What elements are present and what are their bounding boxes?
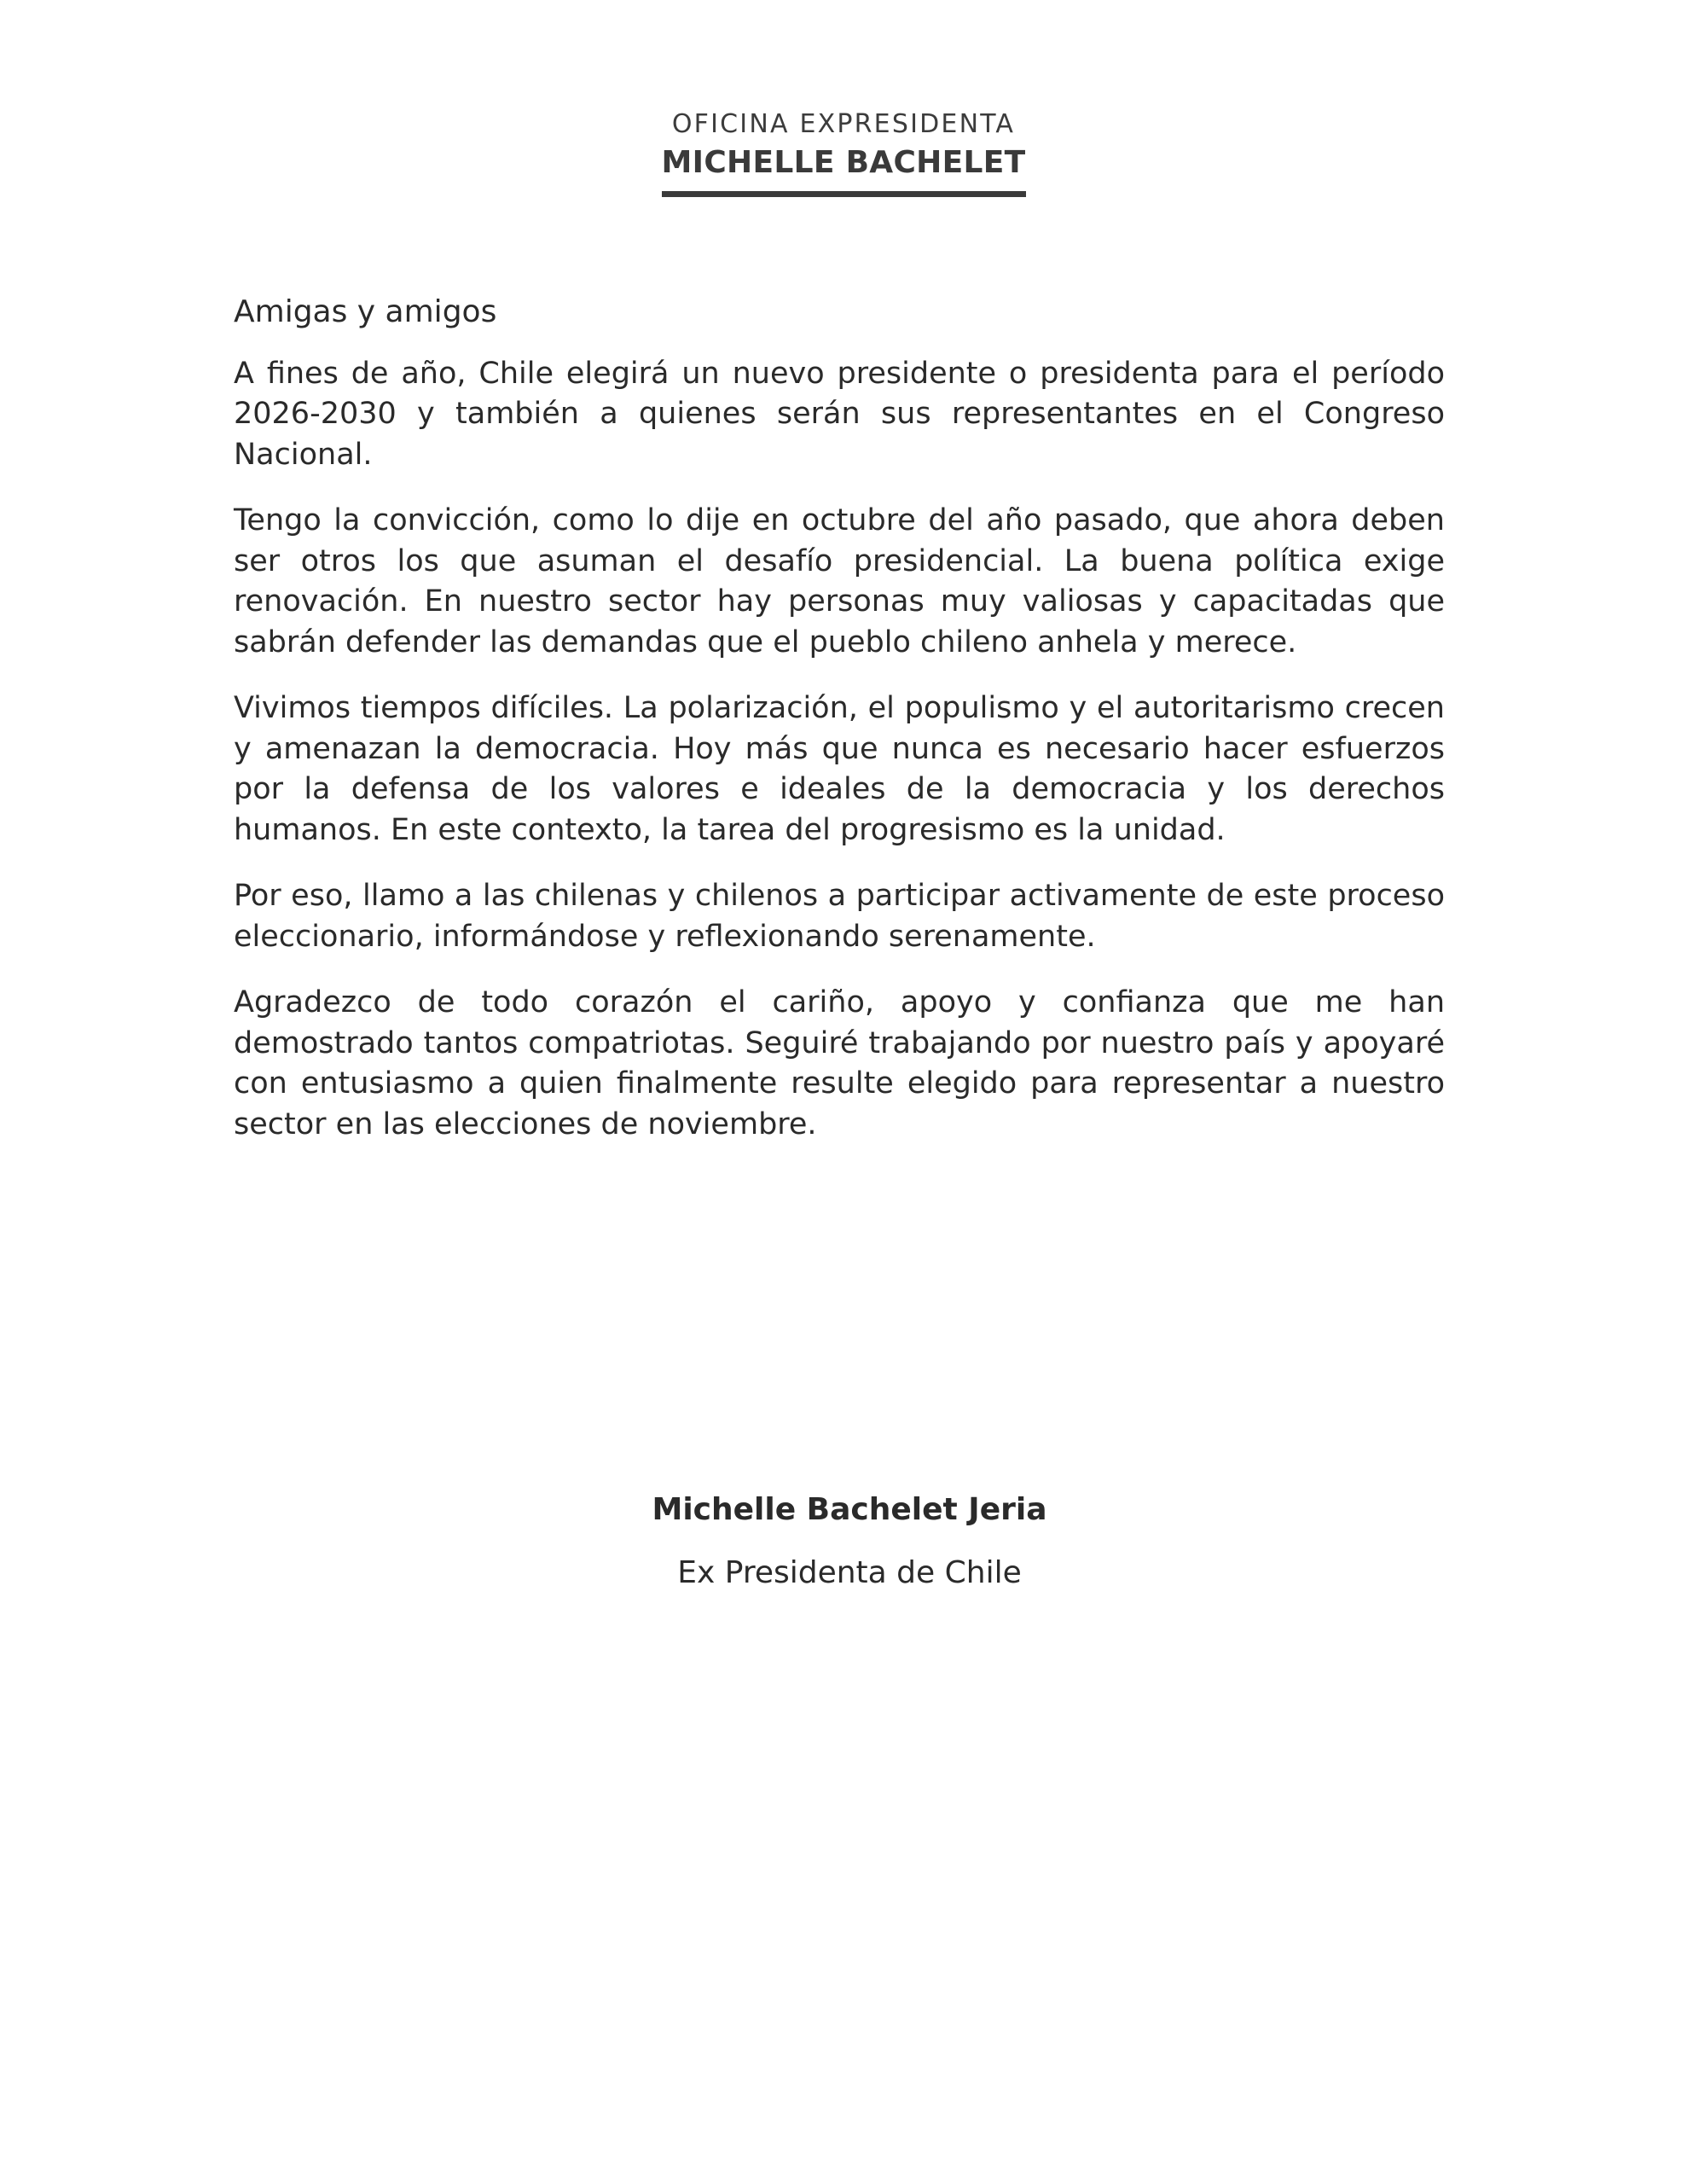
letterhead bbox=[0, 107, 1687, 197]
letterhead-underline bbox=[662, 191, 1026, 197]
paragraph-1: A fines de año, Chile elegirá un nuevo presidente o presidenta para el período 2026-2030 y también a quienes serán sus representantes en el Congreso Nacional. bbox=[234, 356, 1445, 472]
signature-title: Ex Presidenta de Chile bbox=[677, 1555, 1022, 1590]
salutation: Amigas y amigos bbox=[234, 294, 497, 329]
letter-body bbox=[234, 292, 1445, 1170]
paragraph-5: Agradezco de todo corazón el cariño, apoyo y confianza que me han demostrado tantos compatriotas. Seguiré trabajando por nuestro país y apoyaré con entusiasmo a quien finalmente resulte elegido para representar a nuestro sector en las elecciones de noviembre. bbox=[234, 985, 1445, 1141]
paragraph-3: Vivimos tiempos difíciles. La polarización, el populismo y el autoritarismo crecen y amenazan la democracia. Hoy más que nunca es necesario hacer esfuerzos por la defensa de los valores e ideales de la democracia y los derechos humanos. En este contexto, la tarea del progresismo es la unidad. bbox=[234, 691, 1445, 847]
signature-block bbox=[0, 1490, 1687, 1594]
signature-name: Michelle Bachelet Jeria bbox=[652, 1492, 1047, 1527]
letterhead-office: OFICINA EXPRESIDENTA bbox=[671, 109, 1016, 139]
letterhead-name: MICHELLE BACHELET bbox=[661, 145, 1026, 180]
paragraph-2: Tengo la convicción, como lo dije en octubre del año pasado, que ahora deben ser otros los que asuman el desafío presidencial. La buena política exige renovación. En nuestro sector hay personas muy valiosas y capacitadas que sabrán defender las demandas que el pueblo chileno anhela y merece. bbox=[234, 503, 1445, 659]
letterhead-logo bbox=[662, 107, 1026, 197]
paragraph-4: Por eso, llamo a las chilenas y chilenos a participar activamente de este proceso eleccionario, informándose y reflexionando serenamente. bbox=[234, 879, 1445, 954]
